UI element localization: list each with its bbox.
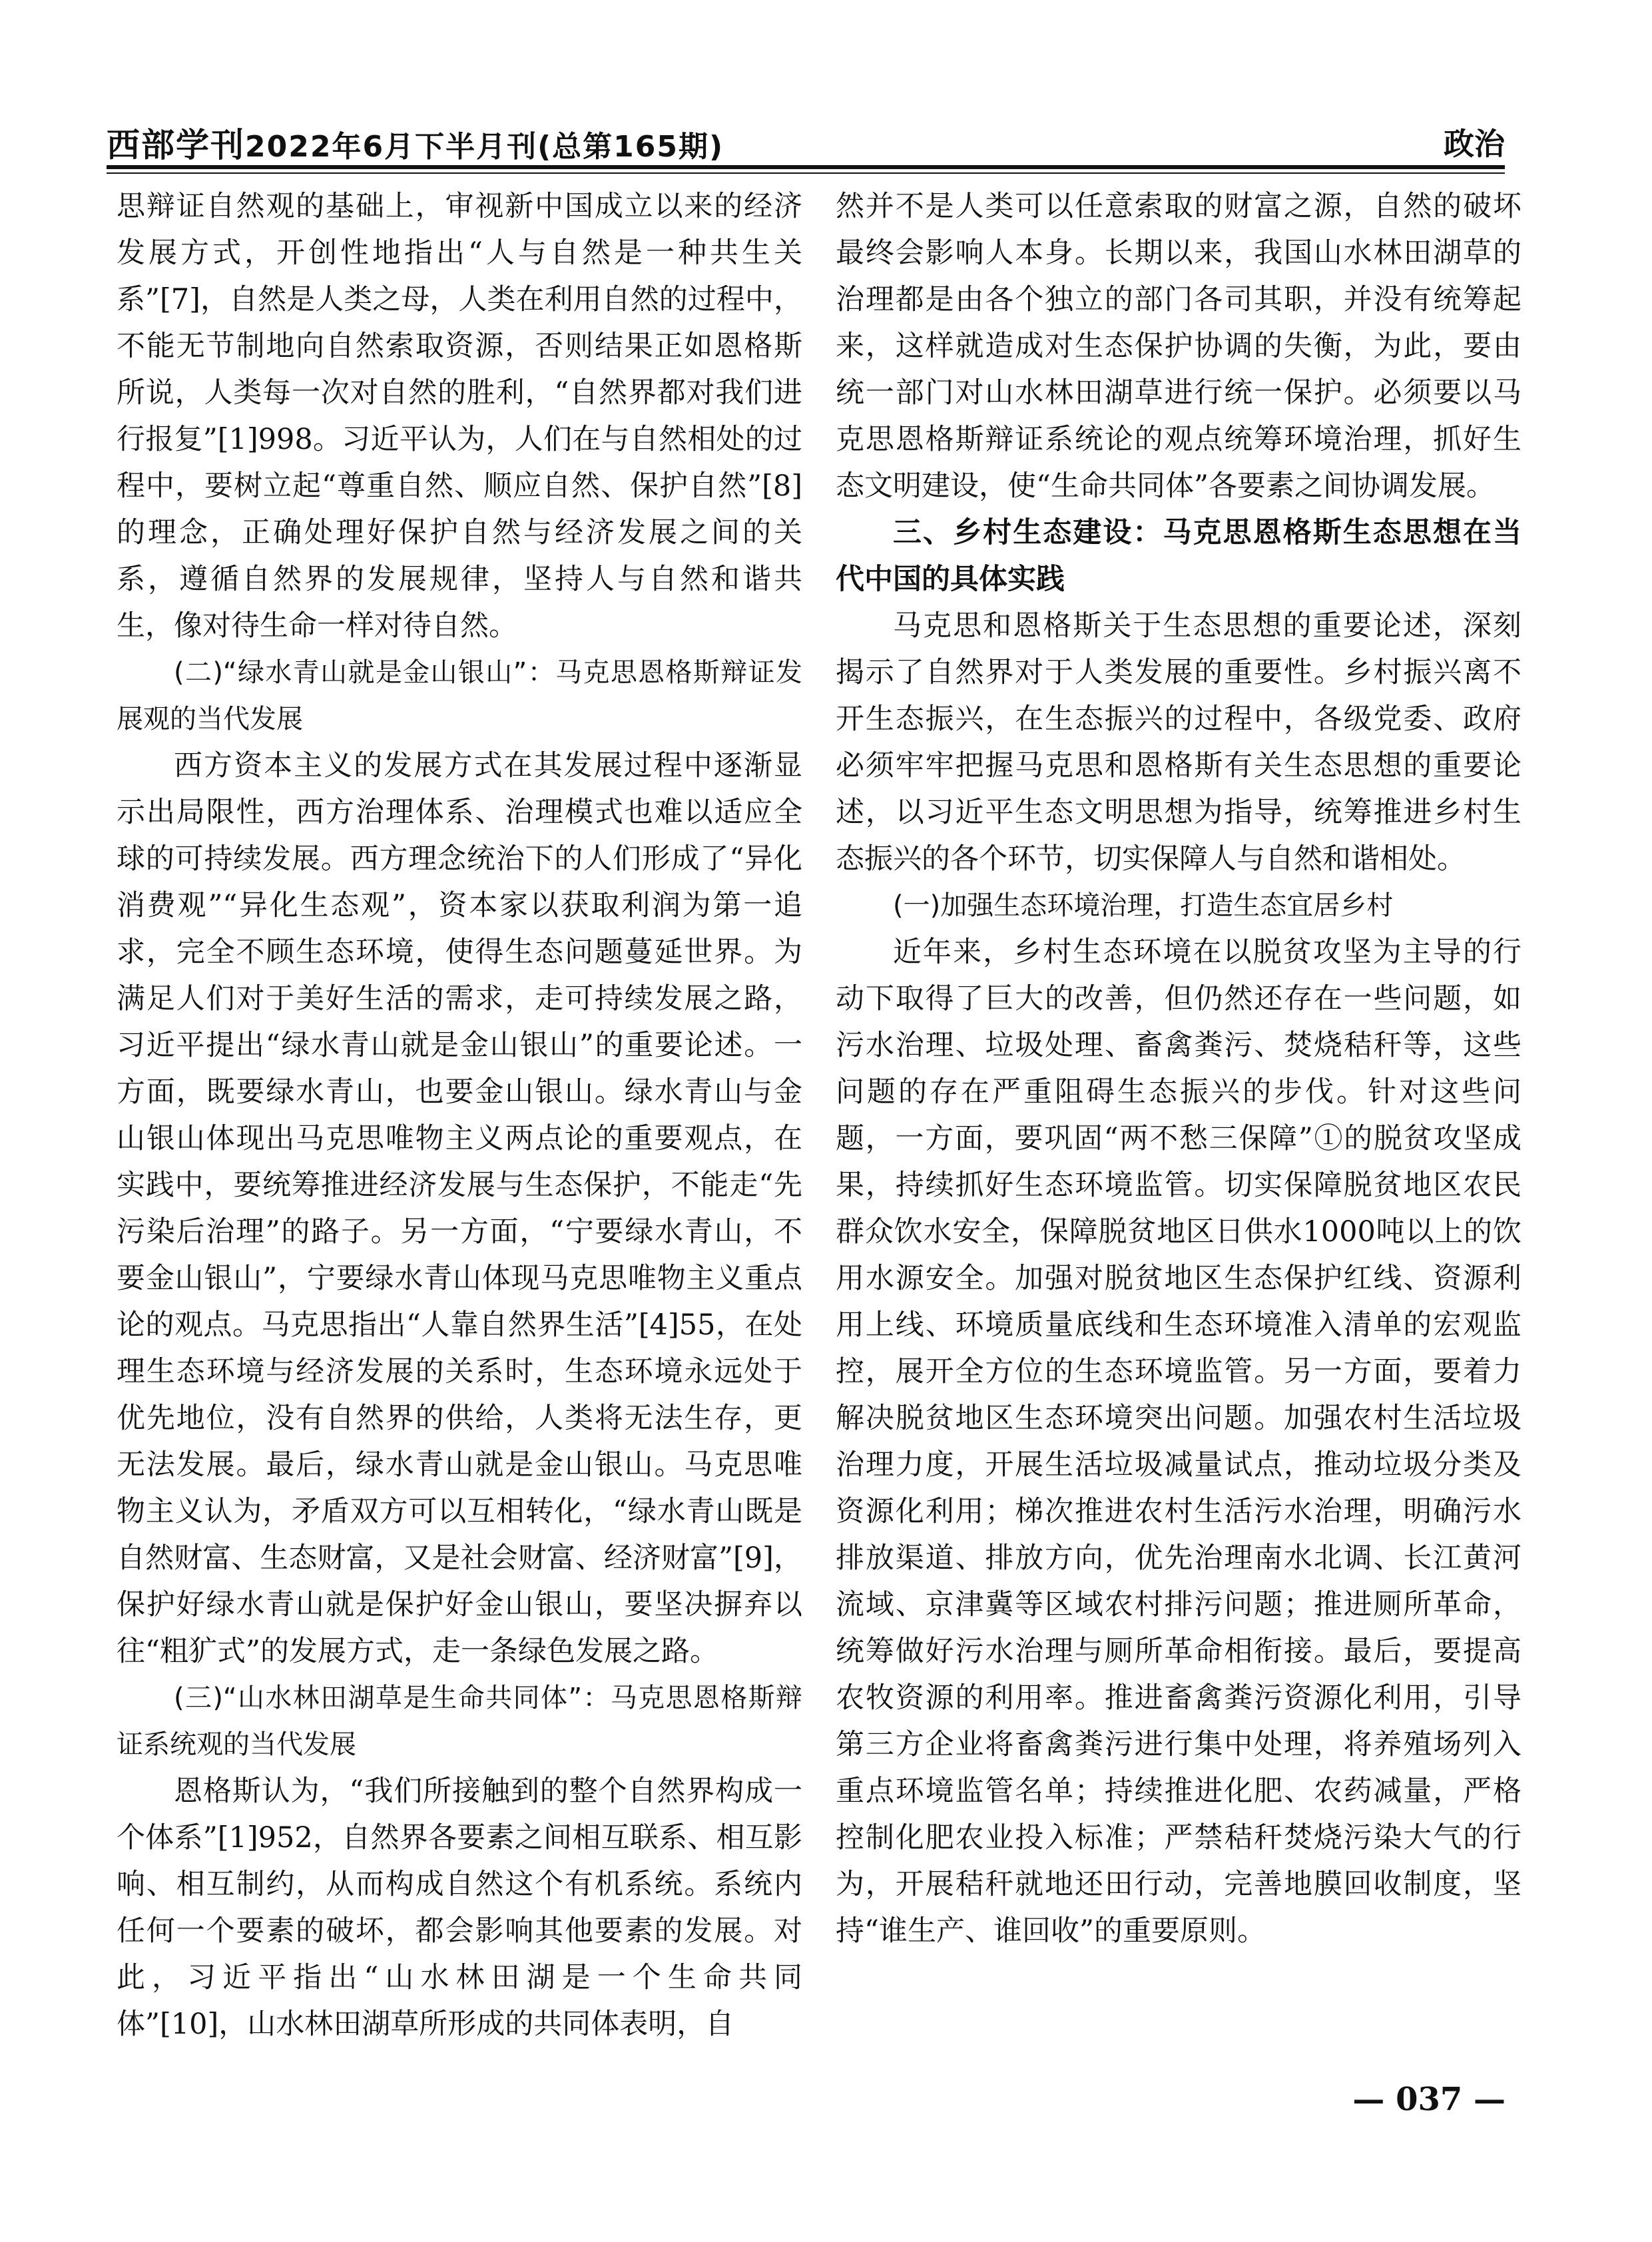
header-rule-thick bbox=[107, 165, 1505, 169]
right-column bbox=[836, 183, 1521, 1954]
paragraph: 近年来，乡村生态环境在以脱贫攻坚为主导的行动下取得了巨大的改善，但仍然还存在一些问题，如污水治理、垃圾处理、畜禽粪污、焚烧秸秆等，这些问题的存在严重阻碍生态振兴的步伐。针对这些问题，一方面，要巩固“两不愁三保障”①的脱贫攻坚成果，持续抓好生态环境监管。切实保障脱贫地区农民群众饮水安全，保障脱贫地区日供水1000吨以上的饮用水源安全。加强对脱贫地区生态保护红线、资源利用上线、环境质量底线和生态环境准入清单的宏观监控，展开全方位的生态环境监管。另一方面，要着力解决脱贫地区生态环境突出问题。加强农村生活垃圾治理力度，开展生活垃圾减量试点，推动垃圾分类及资源化利用；梯次推进农村生活污水治理，明确污水排放渠道、排放方向，优先治理南水北调、长江黄河流域、京津冀等区域农村排污问题；推进厕所革命，统筹做好污水治理与厕所革命相衔接。最后，要提高农牧资源的利用率。推进畜禽粪污资源化利用，引导第三方企业将畜禽粪污进行集中处理，将养殖场列入重点环境监管名单；持续推进化肥、农药减量，严格控制化肥农业投入标准；严禁秸秆焚烧污染大气的行为，开展秸秆就地还田行动，完善地膜回收制度，坚持“谁生产、谁回收”的重要原则。 bbox=[836, 936, 1521, 1948]
page-number: — 037 — bbox=[1352, 2081, 1506, 2118]
section-heading: 三、乡村生态建设：马克思恩格斯生态思想在当代中国的具体实践 bbox=[836, 516, 1521, 596]
journal-name: 西部学刊 bbox=[107, 125, 245, 164]
left-column bbox=[117, 183, 802, 2048]
issue-info: 2022年6月下半月刊(总第165期) bbox=[245, 130, 724, 164]
paragraph: 马克思和恩格斯关于生态思想的重要论述，深刻揭示了自然界对于人类发展的重要性。乡村振兴离不开生态振兴，在生态振兴的过程中，各级党委、政府必须牢牢把握马克思和恩格斯有关生态思想的重要论述，以习近平生态文明思想为指导，统筹推进乡村生态振兴的各个环节，切实保障人与自然和谐相处。 bbox=[836, 609, 1521, 876]
paragraph: 恩格斯认为，“我们所接触到的整个自然界构成一个体系”[1]952，自然界各要素之间相互联系、相互影响、相互制约，从而构成自然这个有机系统。系统内任何一个要素的破坏，都会影响其他要素的发展。对此，习近平指出“山水林田湖是一个生命共同体”[10]，山水林田湖草所形成的共同体表明，自 bbox=[117, 1775, 802, 2041]
paragraph: 西方资本主义的发展方式在其发展过程中逐渐显示出局限性，西方治理体系、治理模式也难以适应全球的可持续发展。西方理念统治下的人们形成了“异化消费观”“异化生态观”，资本家以获取利润为第一追求，完全不顾生态环境，使得生态问题蔓延世界。为满足人们对于美好生活的需求，走可持续发展之路，习近平提出“绿水青山就是金山银山”的重要论述。一方面，既要绿水青山，也要金山银山。绿水青山与金山银山体现出马克思唯物主义两点论的重要观点，在实践中，要统筹推进经济发展与生态保护，不能走“先污染后治理”的路子。另一方面，“宁要绿水青山，不要金山银山”，宁要绿水青山体现马克思唯物主义重点论的观点。马克思指出“人靠自然界生活”[4]55，在处理生态环境与经济发展的关系时，生态环境永远处于优先地位，没有自然界的供给，人类将无法生存，更无法发展。最后，绿水青山就是金山银山。马克思唯物主义认为，矛盾双方可以互相转化，“绿水青山既是自然财富、生态财富，又是社会财富、经济财富”[9]，保护好绿水青山就是保护好金山银山，要坚决摒弃以往“粗犷式”的发展方式，走一条绿色发展之路。 bbox=[117, 749, 802, 1668]
section-label: 政治 bbox=[1444, 126, 1505, 162]
journal-title bbox=[107, 119, 724, 166]
paragraph: 思辩证自然观的基础上，审视新中国成立以来的经济发展方式，开创性地指出“人与自然是一种共生关系”[7]，自然是人类之母，人类在利用自然的过程中，不能无节制地向自然索取资源，否则结果正如恩格斯所说，人类每一次对自然的胜利，“自然界都对我们进行报复”[1]998。习近平认为，人们在与自然相处的过程中，要树立起“尊重自然、顺应自然、保护自然”[8]的理念，正确处理好保护自然与经济发展之间的关系，遵循自然界的发展规律，坚持人与自然和谐共生，像对待生命一样对待自然。 bbox=[117, 190, 802, 643]
header-rule-thin bbox=[107, 172, 1505, 174]
page-header bbox=[107, 113, 1505, 166]
subsection-heading: (三)“山水林田湖草是生命共同体”：马克思恩格斯辩证系统观的当代发展 bbox=[117, 1683, 802, 1760]
paragraph: 然并不是人类可以任意索取的财富之源，自然的破坏最终会影响人本身。长期以来，我国山水林田湖草的治理都是由各个独立的部门各司其职，并没有统筹起来，这样就造成对生态保护协调的失衡，为此，要由统一部门对山水林田湖草进行统一保护。必须要以马克思恩格斯辩证系统论的观点统筹环境治理，抓好生态文明建设，使“生命共同体”各要素之间协调发展。 bbox=[836, 190, 1521, 503]
subsection-heading: (一)加强生态环境治理，打造生态宜居乡村 bbox=[893, 890, 1394, 921]
subsection-heading: (二)“绿水青山就是金山银山”：马克思恩格斯辩证发展观的当代发展 bbox=[117, 657, 802, 734]
